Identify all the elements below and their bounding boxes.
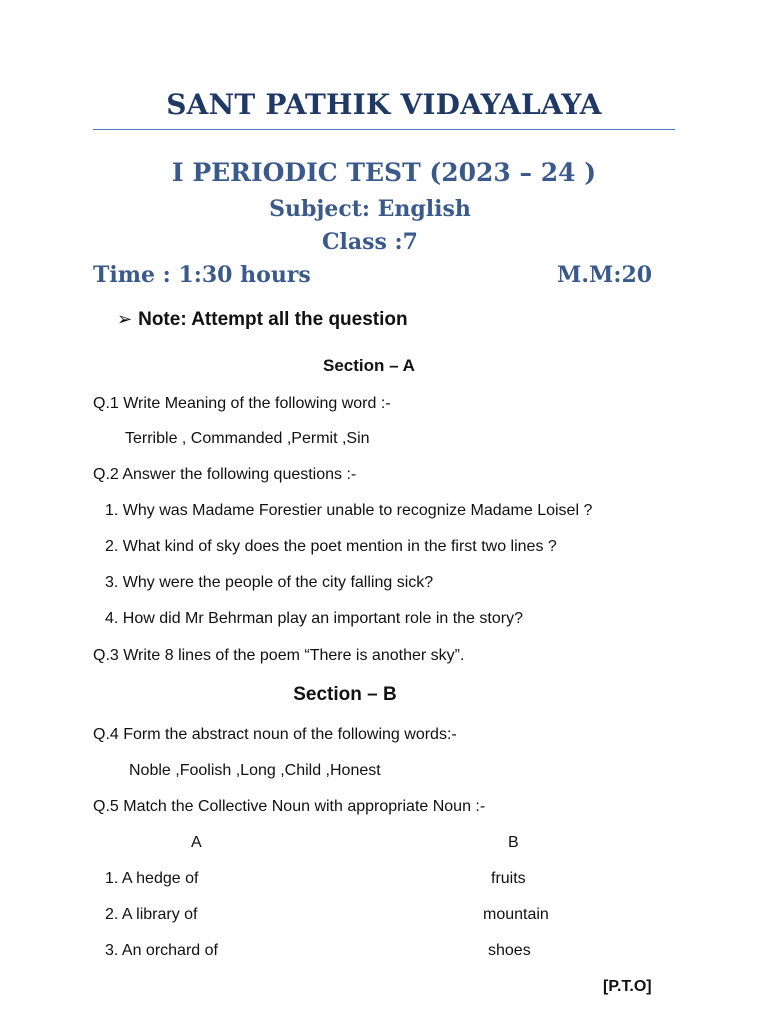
pto-marker: [P.T.O] bbox=[603, 978, 652, 995]
match-row-a: 1. A hedge of bbox=[105, 870, 199, 887]
match-row-b: mountain bbox=[483, 906, 549, 923]
column-b-header: B bbox=[508, 834, 519, 851]
question-1: Q.1 Write Meaning of the following word :- bbox=[93, 395, 391, 412]
subject-line: Subject: English bbox=[269, 196, 471, 222]
match-row-b: fruits bbox=[491, 870, 526, 887]
match-row-b: shoes bbox=[488, 942, 531, 959]
time-allowed: Time : 1:30 hours bbox=[93, 262, 311, 288]
match-row-a: 2. A library of bbox=[105, 906, 198, 923]
question-2-item: 4. How did Mr Behrman play an important role in the story? bbox=[105, 610, 523, 627]
question-4-words: Noble ,Foolish ,Long ,Child ,Honest bbox=[129, 762, 381, 779]
section-b-title: Section – B bbox=[293, 684, 397, 705]
note-text: Note: Attempt all the question bbox=[138, 309, 408, 330]
question-1-words: Terrible , Commanded ,Permit ,Sin bbox=[125, 430, 370, 447]
note-line bbox=[117, 309, 408, 331]
question-4: Q.4 Form the abstract noun of the following words:- bbox=[93, 726, 457, 743]
question-5: Q.5 Match the Collective Noun with appropriate Noun :- bbox=[93, 798, 486, 815]
school-name: SANT PATHIK VIDAYALAYA bbox=[166, 88, 602, 121]
question-2: Q.2 Answer the following questions :- bbox=[93, 466, 357, 483]
test-title: I PERIODIC TEST (2023 – 24 ) bbox=[171, 158, 597, 187]
arrow-bullet-icon: ➢ bbox=[117, 309, 133, 329]
question-2-item: 2. What kind of sky does the poet mention in the first two lines ? bbox=[105, 538, 557, 555]
match-row-a: 3. An orchard of bbox=[105, 942, 218, 959]
question-3: Q.3 Write 8 lines of the poem “There is another sky”. bbox=[93, 647, 465, 664]
max-marks: M.M:20 bbox=[557, 262, 653, 288]
question-2-item: 1. Why was Madame Forestier unable to recognize Madame Loisel ? bbox=[105, 502, 593, 519]
column-a-header: A bbox=[191, 834, 202, 851]
header-divider bbox=[93, 129, 675, 130]
question-2-item: 3. Why were the people of the city falling sick? bbox=[105, 574, 434, 591]
section-a-title: Section – A bbox=[323, 356, 415, 375]
class-line: Class :7 bbox=[322, 229, 418, 255]
